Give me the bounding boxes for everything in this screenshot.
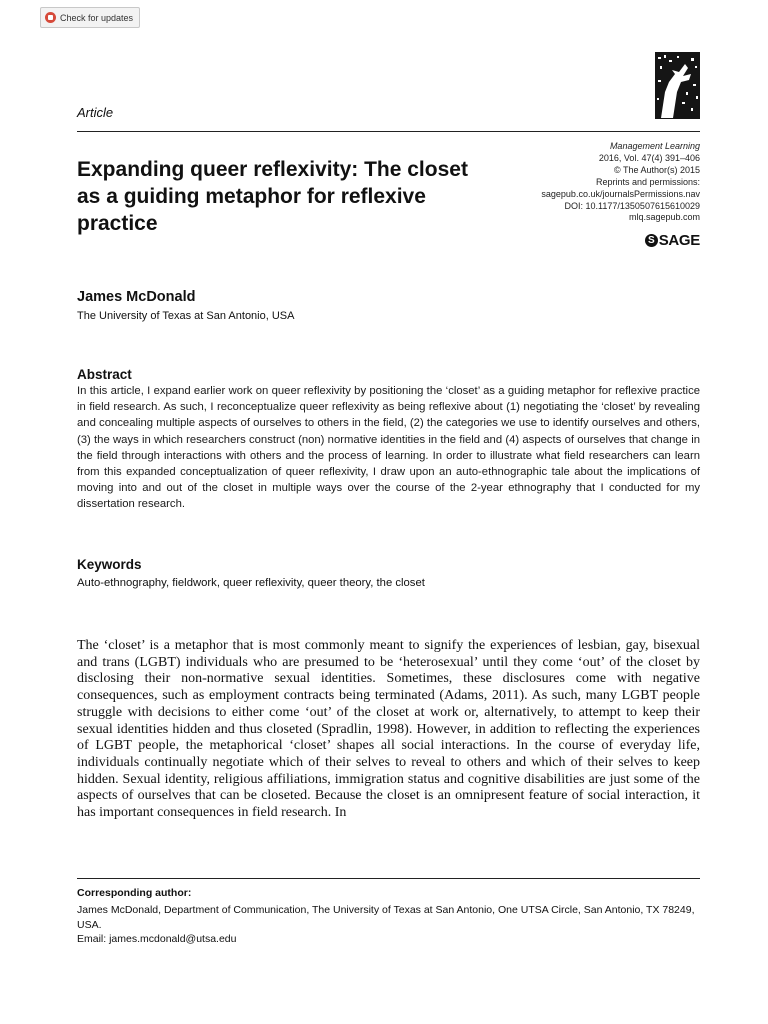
author-affiliation: The University of Texas at San Antonio, USA [77,310,295,322]
copyright: © The Author(s) 2015 [613,164,700,175]
corresponding-address: James McDonald, Department of Communication, The University of Texas at San Antonio, One UTSA Circle, San Antonio, TX 78249, USA. [77,904,695,931]
header-divider [77,131,700,132]
bookmark-icon [45,12,56,23]
journal-cover-image [655,52,700,119]
footnote-divider [77,878,700,879]
doi-link[interactable]: DOI: 10.1177/1350507615610029 [564,200,700,211]
abstract-heading: Abstract [77,367,132,382]
article-title: Expanding queer reflexivity: The closet as a guiding metaphor for reflexive practice [77,158,468,235]
journal-site-link[interactable]: mlq.sagepub.com [628,212,700,223]
author-name: James McDonald [77,289,196,305]
check-for-updates-button[interactable] [40,7,140,28]
reprints-label: Reprints and permissions: [595,176,700,187]
keywords-heading: Keywords [77,557,142,572]
publisher-name: SAGE [658,232,700,249]
citation: 2016, Vol. 47(4) 391–406 [598,152,700,163]
corresponding-email[interactable]: Email: james.mcdonald@utsa.edu [77,933,237,945]
keywords-list: Auto-ethnography, fieldwork, queer reflexivity, queer theory, the closet [77,577,425,589]
corresponding-author-heading: Corresponding author: [77,887,192,899]
corresponding-author-details [77,903,700,947]
sage-mark-icon: S [645,234,658,247]
publication-meta [541,141,700,224]
check-for-updates-label: Check for updates [60,12,134,23]
reprints-link[interactable]: sagepub.co.uk/journalsPermissions.nav [541,188,700,199]
article-type-label: Article [77,105,114,120]
abstract-text: In this article, I expand earlier work on queer reflexivity by positioning the ‘closet’ as a guiding metaphor for reflexive practice in field research. As such, I reconceptualize queer reflexivity as being reflexive about (1) negotiating the ‘closet’ by revealing and concealing multiple aspects of ourselves to others in the field, (2) the categories we use to identify ourselves and others, (3) the ways in which researchers construct (non) normative identities in the field and (4) aspects of ourselves that change in the field through interactions with others and the process of learning. In order to illustrate what field researchers can learn from this expanded conceptualization of queer reflexivity, I draw upon an auto-ethnographic tale about the implications of moving into and out of the closet in multiple ways over the course of the 2-year ethnography that I conducted for my dissertation research. [77,385,700,511]
sage-logo [645,232,700,249]
journal-name: Management Learning [609,141,700,151]
body-paragraph: The ‘closet’ is a metaphor that is most commonly meant to signify the experiences of lesbian, gay, bisexual and trans (LGBT) individuals who are presumed to be ‘heterosexual’ until they come ‘out’ of the closet by disclosing their non-normative sexual identities. Sometimes, these disclosures come with negative consequences, such as employment contracts being terminated (Adams, 2011). As such, many LGBT people struggle with decisions to either come ‘out’ of the closet at work or, alternatively, to attempt to keep their sexual identities hidden and thus closeted (Spradlin, 1998). However, in addition to reflecting the experiences of LGBT people, the metaphorical ‘closet’ shapes all social interactions. In the course of everyday life, individuals continually negotiate which of their selves to reveal to others and which of their selves to keep hidden. Sexual identity, religious affiliations, immigration status and cognitive disabilities are just some of the aspects of ourselves that can be closeted. Because the closet is an omnipresent feature of social interaction, it has important consequences in field research. In [77,638,700,821]
